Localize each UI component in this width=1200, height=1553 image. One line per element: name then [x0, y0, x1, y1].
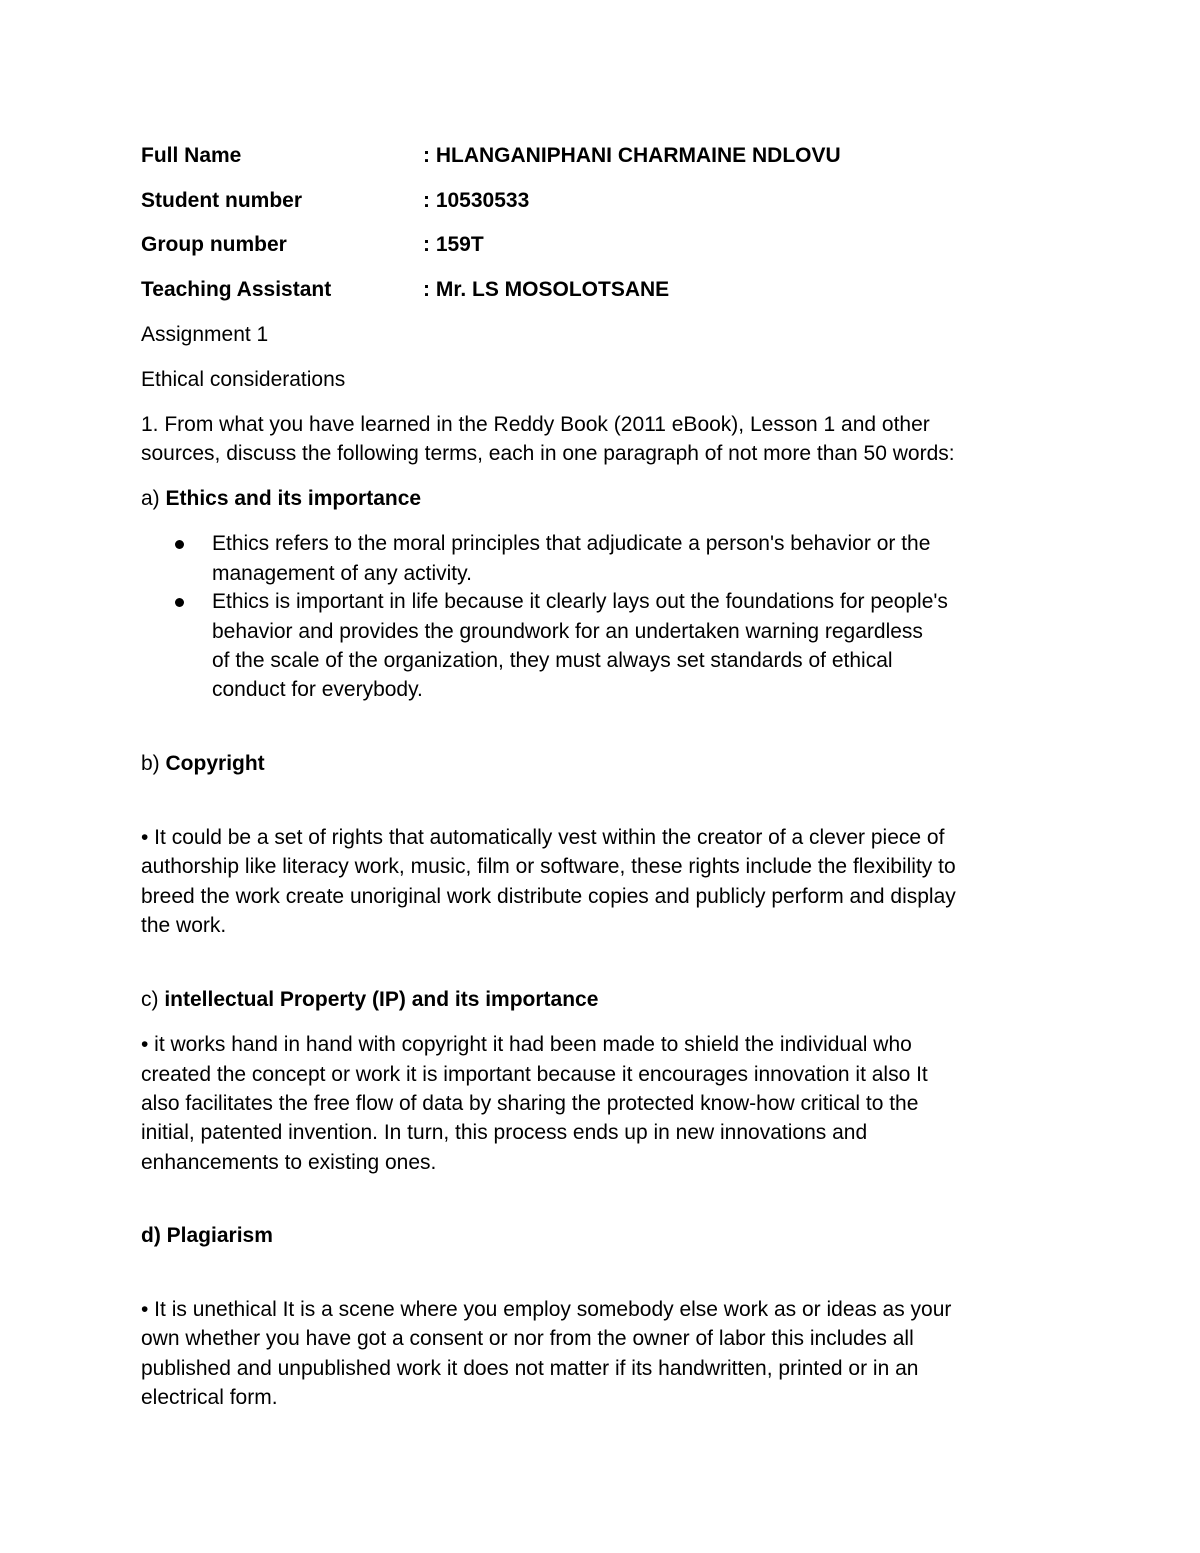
section-b-line-2: authorship like literacy work, music, film or software, these rights include the flexibility to [141, 855, 956, 878]
section-c-title: intellectual Property (IP) and its importance [164, 988, 599, 1011]
section-d-line-1: • It is unethical It is a scene where you employ somebody else work as or ideas as your [141, 1298, 952, 1321]
group-number-value: : 159T [423, 233, 484, 256]
teaching-assistant-label: Teaching Assistant [141, 278, 332, 301]
full-name-value: : HLANGANIPHANI CHARMAINE NDLOVU [423, 144, 841, 167]
student-number-value: : 10530533 [423, 189, 530, 212]
section-a-bullet2-line3: of the scale of the organization, they must always set standards of ethical [212, 649, 893, 672]
section-d-heading: d) Plagiarism [141, 1224, 273, 1247]
section-a-title: Ethics and its importance [165, 487, 422, 510]
section-a-heading [141, 484, 421, 514]
assignment-title: Assignment 1 [141, 323, 269, 346]
section-b-line-4: the work. [141, 914, 227, 937]
section-a-bullet1-line1: Ethics refers to the moral principles that adjudicate a person's behavior or the [212, 532, 931, 555]
section-c-line-2: created the concept or work it is important because it encourages innovation it also It [141, 1063, 928, 1086]
section-c-line-4: initial, patented invention. In turn, this process ends up in new innovations and [141, 1121, 868, 1144]
topic-heading: Ethical considerations [141, 368, 346, 391]
section-c-heading [141, 985, 598, 1015]
section-a-bullet2-line1: Ethics is important in life because it clearly lays out the foundations for people's [212, 590, 948, 613]
section-b-line-3: breed the work create unoriginal work distribute copies and publicly perform and display [141, 885, 956, 908]
full-name-label: Full Name [141, 144, 242, 167]
section-c-line-1: • it works hand in hand with copyright it had been made to shield the individual who [141, 1033, 912, 1056]
section-c-line-5: enhancements to existing ones. [141, 1151, 437, 1174]
section-c-line-3: also facilitates the free flow of data by sharing the protected know-how critical to the [141, 1092, 919, 1115]
question-line-2: sources, discuss the following terms, each in one paragraph of not more than 50 words: [141, 442, 955, 465]
section-b-line-1: • It could be a set of rights that automatically vest within the creator of a clever piece of [141, 826, 945, 849]
section-b-prefix: b) [141, 752, 166, 775]
section-a-bullet2-line2: behavior and provides the groundwork for an undertaken warning regardless [212, 620, 923, 643]
section-d-line-4: electrical form. [141, 1386, 278, 1409]
bullet-dot-a2 [175, 598, 184, 607]
bullet-dot-a1 [175, 540, 184, 549]
section-b-title: Copyright [165, 752, 265, 775]
section-d-line-2: own whether you have got a consent or nor from the owner of labor this includes all [141, 1327, 914, 1350]
section-c-prefix: c) [141, 988, 165, 1011]
group-number-label: Group number [141, 233, 287, 256]
student-number-label: Student number [141, 189, 302, 212]
section-a-bullet1-line2: management of any activity. [212, 562, 472, 585]
section-b-heading [141, 749, 265, 779]
section-d-line-3: published and unpublished work it does not matter if its handwritten, printed or in an [141, 1357, 919, 1380]
section-a-bullet2-line4: conduct for everybody. [212, 678, 423, 701]
question-line-1: 1. From what you have learned in the Reddy Book (2011 eBook), Lesson 1 and other [141, 413, 930, 436]
teaching-assistant-value: : Mr. LS MOSOLOTSANE [423, 278, 670, 301]
section-a-prefix: a) [141, 487, 166, 510]
